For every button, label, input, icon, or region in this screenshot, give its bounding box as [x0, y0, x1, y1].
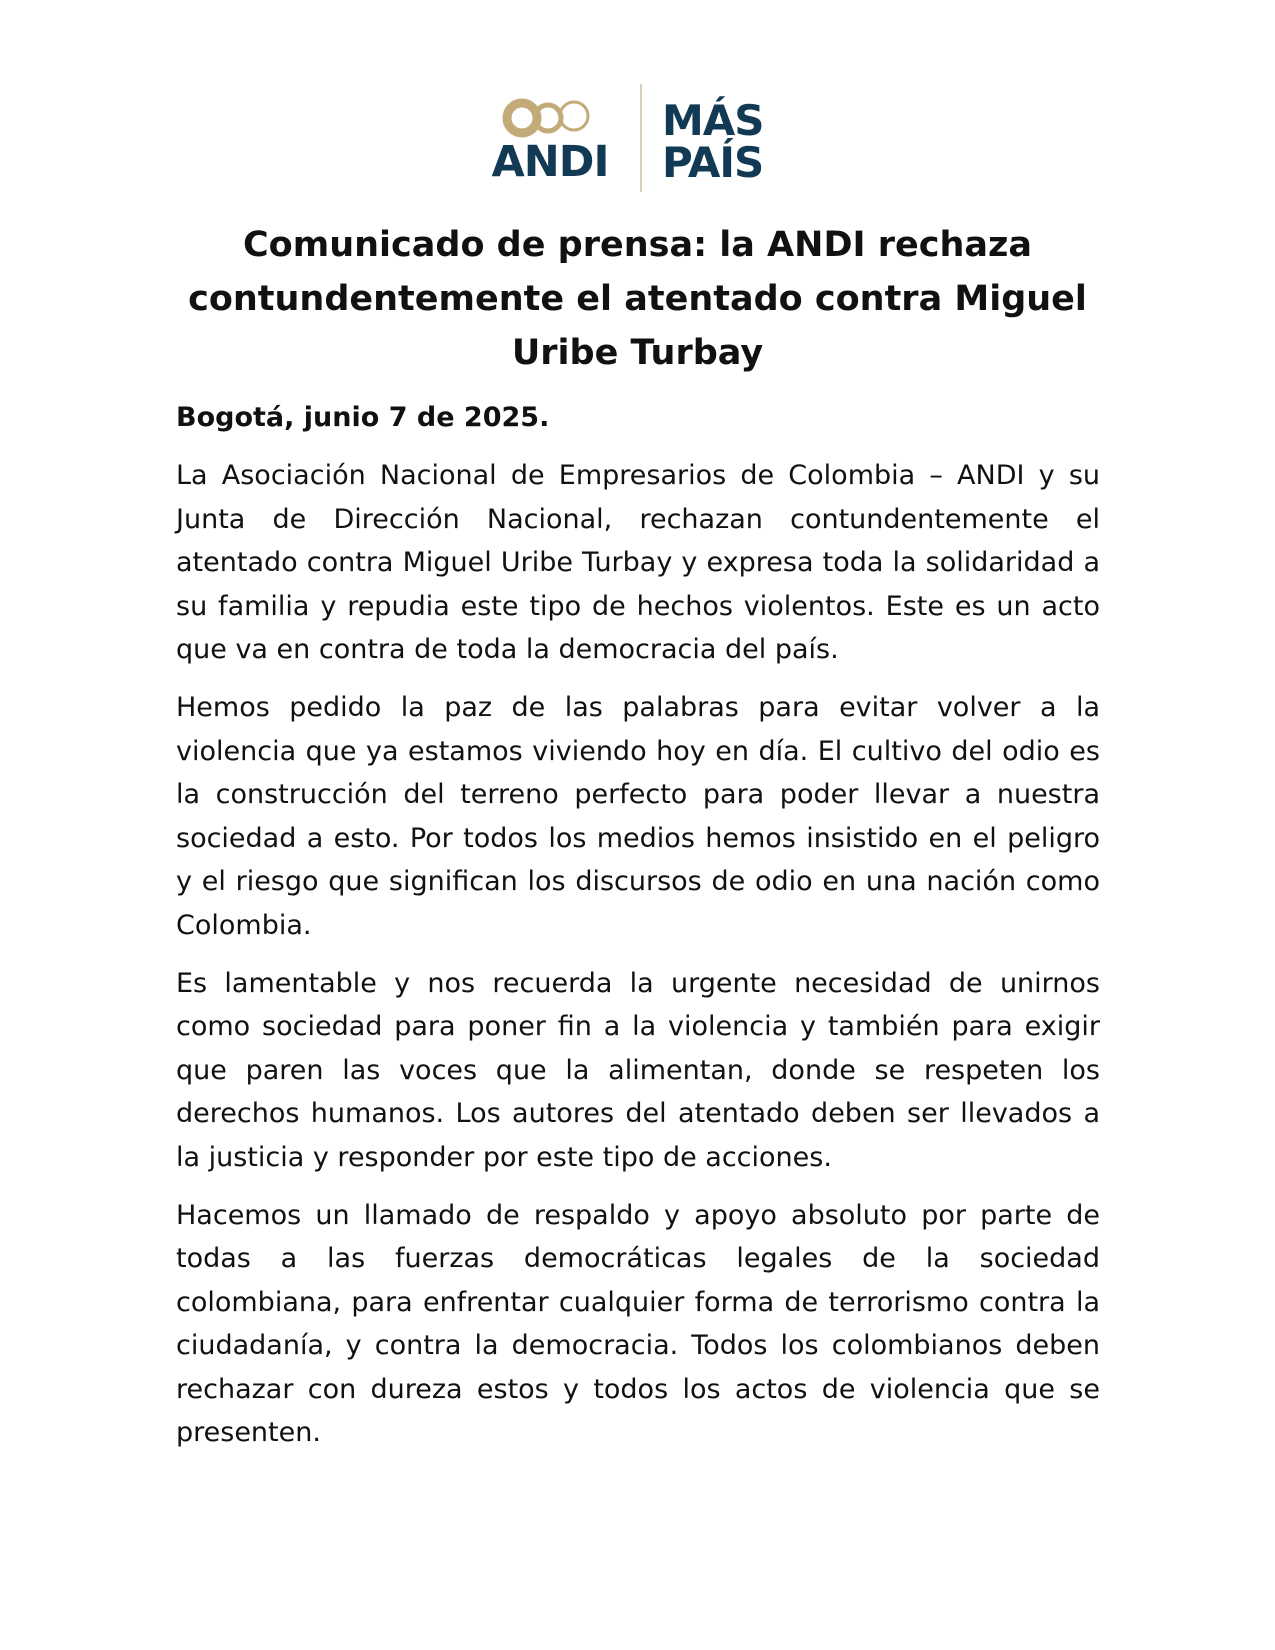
andi-logo [480, 96, 620, 188]
body-paragraph-1: La Asociación Nacional de Empresarios de Colombia – ANDI y su Junta de Dirección Nacional, rechazan contundentemente el atentado contra Miguel Uribe Turbay y expresa toda la solidaridad a su familia y repudia este tipo de hechos violentos. Este es un acto que va en contra de toda la democracia del país. [176, 460, 1100, 666]
logo-divider [640, 84, 642, 192]
mas-pais-line-1: MÁS [662, 96, 764, 145]
press-release-body [176, 396, 1100, 1469]
mas-pais-line-2: PAÍS [662, 138, 764, 187]
header-logos [480, 84, 800, 192]
andi-wordmark: ANDI [491, 137, 609, 187]
mas-pais-logo [662, 96, 792, 188]
dateline: Bogotá, junio 7 de 2025. [176, 402, 550, 433]
body-paragraph-4: Hacemos un llamado de respaldo y apoyo absoluto por parte de todas a las fuerzas democráticas legales de la sociedad colombiana, para enfrentar cualquier forma de terrorismo contra la ciudadanía, y contra la democracia. Todos los colombianos deben rechazar con dureza estos y todos los actos de violencia que se presenten. [176, 1199, 1100, 1449]
press-release-title: Comunicado de prensa: la ANDI rechaza contundentemente el atentado contra Miguel Uribe Turbay [188, 225, 1087, 373]
body-paragraph-2: Hemos pedido la paz de las palabras para evitar volver a la violencia que ya estamos viviendo hoy en día. El cultivo del odio es la construcción del terreno perfecto para poder llevar a nuestra sociedad a esto. Por todos los medios hemos insistido en el peligro y el riesgo que significan los discursos de odio en una nación como Colombia. [176, 691, 1100, 941]
andi-rings-icon [502, 96, 598, 138]
body-paragraph-3: Es lamentable y nos recuerda la urgente necesidad de unirnos como sociedad para poner fin a la violencia y también para exigir que paren las voces que la alimentan, donde se respeten los derechos humanos. Los autores del atentado deben ser llevados a la justicia y responder por este tipo de acciones. [176, 967, 1100, 1173]
